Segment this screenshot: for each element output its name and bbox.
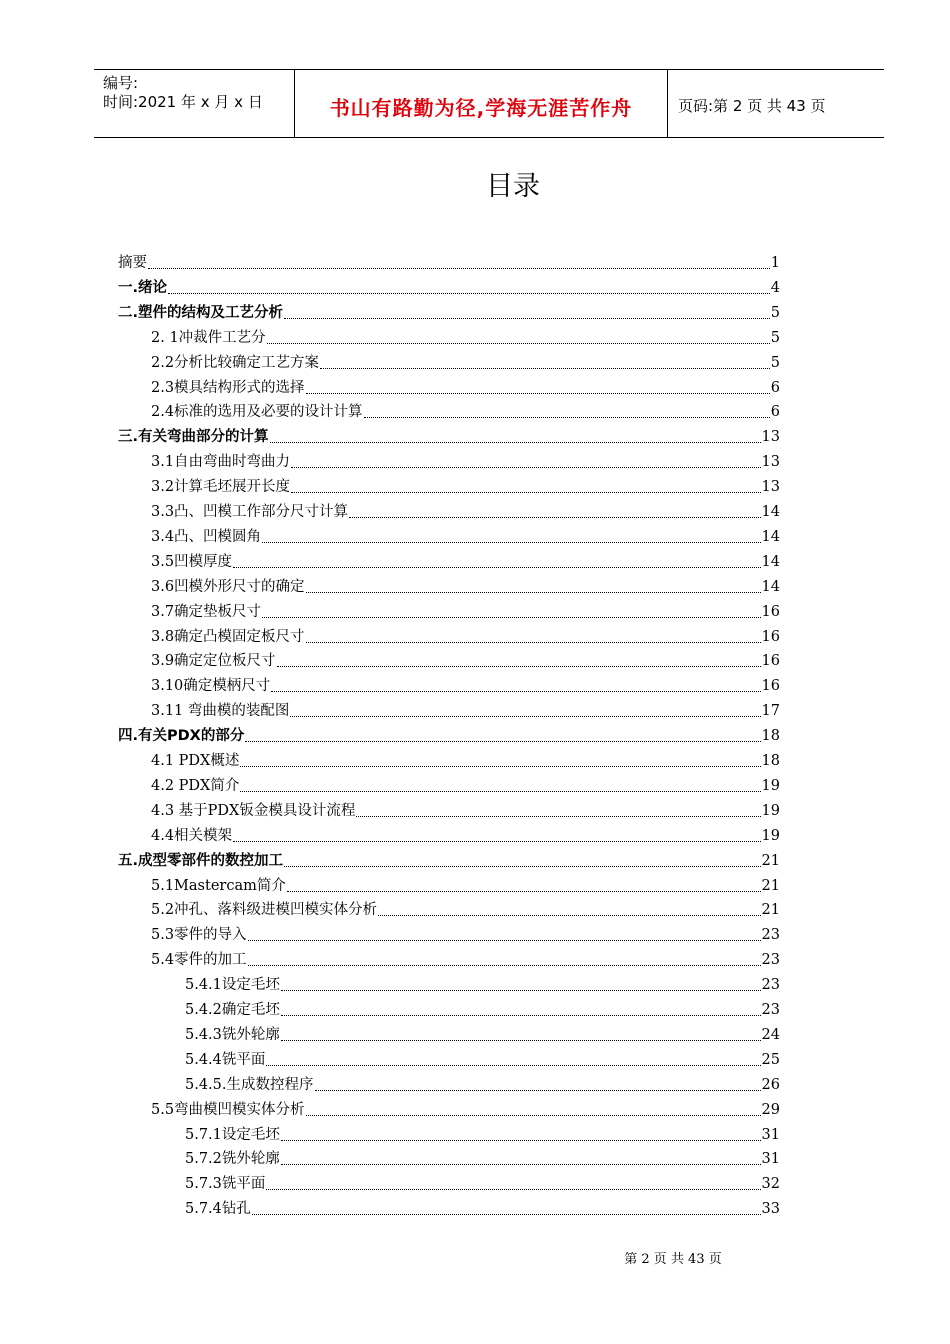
toc-dot-leader bbox=[266, 1064, 760, 1066]
toc-dot-leader bbox=[148, 267, 770, 269]
toc-entry[interactable] bbox=[151, 622, 780, 646]
toc-entry[interactable] bbox=[151, 696, 780, 720]
toc-entry-label: 5.4.3铣外轮廓 bbox=[185, 1026, 280, 1043]
toc-dot-leader bbox=[284, 317, 770, 319]
toc-dot-leader bbox=[271, 690, 760, 692]
toc-dot-leader bbox=[291, 491, 760, 493]
toc-entry[interactable] bbox=[151, 497, 780, 521]
toc-entry[interactable] bbox=[151, 1095, 780, 1119]
toc-entry[interactable] bbox=[151, 348, 780, 372]
toc-dot-leader bbox=[168, 292, 770, 294]
toc-entry-label: 摘要 bbox=[118, 255, 147, 271]
toc-entry[interactable] bbox=[185, 1070, 780, 1094]
toc-entry-label: 5.4.5.生成数控程序 bbox=[185, 1076, 314, 1093]
toc-entry-page: 32 bbox=[761, 1176, 780, 1193]
toc-entry-label: 3.8确定凸模固定板尺寸 bbox=[151, 628, 305, 645]
toc-entry-page: 19 bbox=[761, 827, 780, 844]
toc-entry-page: 16 bbox=[761, 628, 780, 645]
toc-entry-page: 21 bbox=[761, 852, 780, 869]
toc-entry[interactable] bbox=[185, 1194, 780, 1218]
toc-entry[interactable] bbox=[118, 422, 780, 446]
toc-dot-leader bbox=[281, 1039, 761, 1041]
toc-dot-leader bbox=[306, 392, 770, 394]
toc-entry-label: 3.9确定定位板尺寸 bbox=[151, 653, 276, 670]
toc-entry-page: 5 bbox=[770, 329, 780, 346]
toc-entry-label: 3.4凸、凹模圆角 bbox=[151, 528, 262, 545]
toc-entry-label: 四.有关PDX的部分 bbox=[118, 728, 245, 745]
toc-entry[interactable] bbox=[118, 273, 780, 297]
toc-entry[interactable] bbox=[151, 572, 780, 596]
toc-entry-page: 31 bbox=[761, 1151, 780, 1168]
toc-entry[interactable] bbox=[151, 597, 780, 621]
toc-entry[interactable] bbox=[118, 721, 780, 745]
toc-entry-page: 14 bbox=[761, 504, 780, 520]
toc-entry[interactable] bbox=[151, 323, 780, 347]
toc-entry[interactable] bbox=[151, 821, 780, 845]
toc-entry-label: 2. 1冲裁件工艺分 bbox=[151, 329, 266, 346]
toc-entry-page: 25 bbox=[761, 1051, 780, 1068]
toc-entry[interactable] bbox=[151, 646, 780, 670]
toc-entry[interactable] bbox=[151, 472, 780, 496]
toc-dot-leader bbox=[270, 441, 761, 443]
toc-dot-leader bbox=[248, 939, 761, 941]
toc-entry[interactable] bbox=[118, 298, 780, 322]
toc-entry[interactable] bbox=[151, 796, 780, 820]
toc-entry[interactable] bbox=[151, 920, 780, 944]
toc-entry-label: 5.1Mastercam简介 bbox=[151, 877, 286, 894]
toc-entry-label: 5.7.4钻孔 bbox=[185, 1201, 251, 1218]
toc-dot-leader bbox=[266, 1188, 760, 1190]
toc-entry-page: 4 bbox=[770, 279, 780, 296]
toc-entry[interactable] bbox=[151, 447, 780, 471]
toc-dot-leader bbox=[267, 342, 770, 344]
header-center-cell bbox=[295, 70, 668, 137]
toc-dot-leader bbox=[356, 815, 760, 817]
page-title: 目录 bbox=[486, 171, 540, 202]
toc-dot-leader bbox=[262, 616, 760, 618]
toc-entry-label: 2.2分析比较确定工艺方案 bbox=[151, 354, 320, 371]
toc-entry-page: 17 bbox=[761, 703, 780, 720]
toc-dot-leader bbox=[281, 1139, 761, 1141]
toc-entry[interactable] bbox=[118, 846, 780, 870]
toc-entry-label: 4.4相关模架 bbox=[151, 827, 233, 844]
toc-entry-label: 5.4零件的加工 bbox=[151, 952, 247, 969]
toc-entry-page: 14 bbox=[761, 553, 780, 570]
toc-dot-leader bbox=[306, 641, 761, 643]
toc-entry-page: 16 bbox=[761, 678, 780, 695]
toc-entry-page: 6 bbox=[770, 404, 780, 421]
toc-dot-leader bbox=[248, 964, 761, 966]
toc-entry-label: 4.2 PDX简介 bbox=[151, 777, 240, 794]
toc-entry-label: 3.11 弯曲模的装配图 bbox=[151, 703, 290, 720]
toc-dot-leader bbox=[378, 914, 760, 916]
toc-entry-page: 14 bbox=[761, 578, 780, 595]
toc-dot-leader bbox=[287, 890, 761, 892]
toc-entry-page: 19 bbox=[761, 802, 780, 819]
toc-dot-leader bbox=[277, 665, 761, 667]
toc-entry-page: 23 bbox=[761, 927, 780, 944]
toc-entry-page: 33 bbox=[761, 1201, 780, 1218]
toc-entry-label: 5.5弯曲模凹模实体分析 bbox=[151, 1101, 305, 1118]
toc-entry-page: 5 bbox=[770, 304, 780, 321]
toc-entry-page: 18 bbox=[761, 753, 780, 769]
toc-entry[interactable] bbox=[151, 945, 780, 969]
page-footer: 第 2 页 共 43 页 bbox=[624, 1252, 722, 1267]
toc-dot-leader bbox=[281, 1163, 761, 1165]
toc-dot-leader bbox=[281, 1014, 761, 1016]
toc-entry[interactable] bbox=[151, 373, 780, 397]
toc-dot-leader bbox=[306, 1114, 761, 1116]
toc-entry-label: 3.5凹模厚度 bbox=[151, 553, 233, 570]
toc-entry-label: 2.3模具结构形式的选择 bbox=[151, 379, 305, 396]
header-right-cell bbox=[668, 70, 884, 137]
toc-entry[interactable] bbox=[185, 1120, 780, 1144]
toc-entry-label: 5.4.1设定毛坯 bbox=[185, 977, 280, 994]
toc-entry-page: 23 bbox=[761, 952, 780, 969]
toc-dot-leader bbox=[284, 865, 761, 867]
toc-entry-page: 13 bbox=[761, 479, 780, 496]
toc-entry[interactable] bbox=[151, 746, 780, 770]
toc-entry-page: 6 bbox=[770, 379, 780, 396]
toc-dot-leader bbox=[306, 591, 761, 593]
toc-dot-leader bbox=[320, 367, 770, 369]
toc-entry-page: 21 bbox=[761, 902, 780, 919]
toc-dot-leader bbox=[233, 566, 760, 568]
toc-entry-label: 3.10确定模柄尺寸 bbox=[151, 678, 271, 695]
toc-entry[interactable] bbox=[185, 1020, 780, 1044]
toc-entry[interactable] bbox=[151, 522, 780, 546]
toc-entry-page: 13 bbox=[761, 429, 780, 446]
toc-entry-page: 24 bbox=[761, 1026, 780, 1043]
toc-dot-leader bbox=[290, 715, 760, 717]
toc-entry-label: 2.4标准的选用及必要的设计计算 bbox=[151, 404, 363, 421]
page-info: 页码:第 2 页 共 43 页 bbox=[678, 97, 826, 115]
toc-entry-page: 19 bbox=[761, 777, 780, 794]
toc-dot-leader bbox=[240, 765, 760, 767]
toc-dot-leader bbox=[291, 466, 760, 468]
toc-entry-label: 3.7确定垫板尺寸 bbox=[151, 603, 262, 620]
toc-entry-label: 3.1自由弯曲时弯曲力 bbox=[151, 454, 291, 471]
toc-entry-label: 5.4.2确定毛坯 bbox=[185, 1002, 280, 1018]
toc-entry-label: 3.6凹模外形尺寸的确定 bbox=[151, 578, 305, 595]
toc-entry-page: 18 bbox=[761, 728, 780, 745]
toc-entry-page: 5 bbox=[770, 354, 780, 371]
toc-entry[interactable] bbox=[151, 671, 780, 695]
toc-dot-leader bbox=[349, 516, 760, 518]
toc-entry-label: 5.7.3铣平面 bbox=[185, 1176, 266, 1193]
toc-entry-label: 5.7.1设定毛坯 bbox=[185, 1126, 280, 1143]
toc-dot-leader bbox=[233, 840, 760, 842]
toc-entry-page: 14 bbox=[761, 528, 780, 545]
toc-entry-label: 一.绪论 bbox=[118, 279, 168, 296]
toc-entry-page: 29 bbox=[761, 1101, 780, 1118]
toc-dot-leader bbox=[245, 740, 760, 742]
header-left-cell bbox=[94, 70, 295, 137]
toc-entry-label: 4.3 基于PDX钣金模具设计流程 bbox=[151, 802, 356, 819]
toc-entry-label: 二.塑件的结构及工艺分析 bbox=[118, 304, 284, 321]
toc-entry[interactable] bbox=[185, 1169, 780, 1193]
toc-dot-leader bbox=[240, 790, 760, 792]
toc-entry[interactable] bbox=[151, 895, 780, 919]
number-label: 编号: bbox=[103, 74, 139, 92]
toc-entry-page: 26 bbox=[761, 1076, 780, 1093]
toc-entry[interactable] bbox=[151, 771, 780, 795]
toc-entry-label: 4.1 PDX概述 bbox=[151, 753, 240, 769]
toc-entry[interactable] bbox=[185, 995, 780, 1019]
toc-dot-leader bbox=[281, 989, 761, 991]
toc-entry[interactable] bbox=[151, 871, 780, 895]
toc-entry-page: 23 bbox=[761, 1002, 780, 1018]
toc-entry[interactable] bbox=[185, 970, 780, 994]
toc-entry[interactable] bbox=[185, 1144, 780, 1168]
toc-entry-page: 16 bbox=[761, 653, 780, 670]
toc-entry-label: 5.7.2铣外轮廓 bbox=[185, 1151, 280, 1168]
toc-dot-leader bbox=[315, 1089, 761, 1091]
toc-entry-page: 21 bbox=[761, 877, 780, 894]
toc-entry-page: 13 bbox=[761, 454, 780, 471]
toc-dot-leader bbox=[364, 416, 770, 418]
toc-dot-leader bbox=[252, 1213, 761, 1215]
toc-entry[interactable] bbox=[185, 1045, 780, 1069]
toc-entry-label: 三.有关弯曲部分的计算 bbox=[118, 429, 269, 446]
toc-entry-label: 五.成型零部件的数控加工 bbox=[118, 852, 284, 869]
toc-entry-label: 3.2计算毛坯展开长度 bbox=[151, 479, 291, 496]
toc-entry-page: 31 bbox=[761, 1126, 780, 1143]
header-table bbox=[94, 69, 884, 138]
toc-entry-page: 23 bbox=[761, 977, 780, 994]
toc-entry-label: 3.3凸、凹模工作部分尺寸计算 bbox=[151, 504, 349, 520]
toc-entry-label: 5.4.4铣平面 bbox=[185, 1051, 266, 1068]
motto: 书山有路勤为径,学海无涯苦作舟 bbox=[329, 96, 633, 120]
toc-dot-leader bbox=[262, 541, 760, 543]
toc-entry-page: 16 bbox=[761, 603, 780, 620]
toc-entry[interactable] bbox=[151, 397, 780, 421]
time-label: 时间:2021 年 x 月 x 日 bbox=[103, 93, 263, 111]
toc-entry-label: 5.3零件的导入 bbox=[151, 927, 247, 944]
toc-entry[interactable] bbox=[151, 547, 780, 571]
toc-entry[interactable] bbox=[118, 248, 780, 272]
toc-entry-page: 1 bbox=[770, 255, 780, 271]
toc-entry-label: 5.2冲孔、落料级进模凹模实体分析 bbox=[151, 902, 378, 919]
